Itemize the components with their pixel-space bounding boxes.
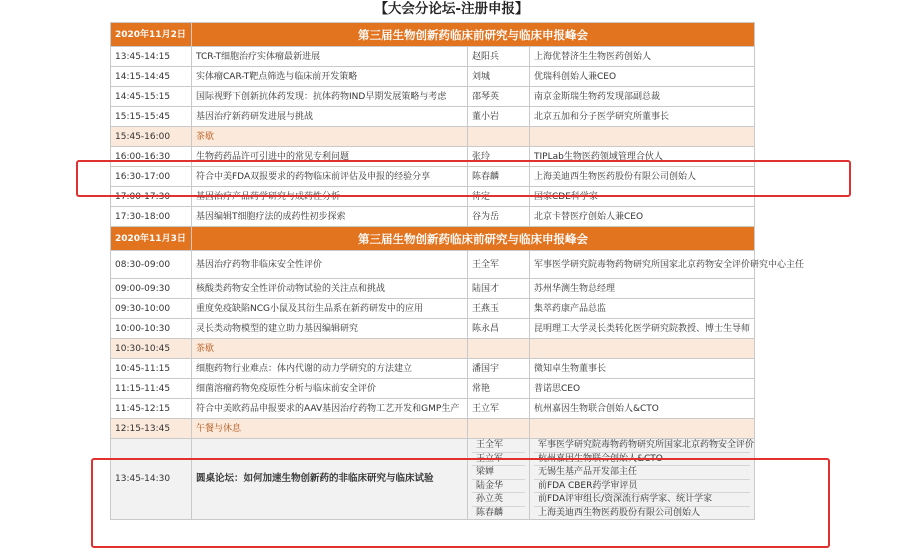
session-org: 南京金斯瑞生物药发现部副总裁 (530, 87, 755, 107)
session-org: 微知卓生物董事长 (530, 359, 755, 379)
session-time: 08:30-09:00 (111, 251, 192, 279)
session-time: 09:30-10:00 (111, 299, 192, 319)
session-org: TIPLab生物医药领域管理合伙人 (530, 147, 755, 167)
session-row (111, 399, 755, 419)
day-title: 第三届生物创新药临床前研究与临床申报峰会 (192, 227, 755, 251)
session-time: 10:45-11:15 (111, 359, 192, 379)
session-topic: 基因治疗新药研发进展与挑战 (192, 107, 468, 127)
session-org (530, 339, 755, 359)
session-speaker: 董小岩 (468, 107, 530, 127)
session-time: 16:00-16:30 (111, 147, 192, 167)
highlight-box-medicilon-talk (76, 160, 851, 197)
panel-topic: 圆桌论坛：如何加速生物创新药的非临床研究与临床试验 (192, 439, 468, 520)
session-speaker: 刘城 (468, 67, 530, 87)
session-topic: 实体瘤CAR-T靶点筛选与临床前开发策略 (192, 67, 468, 87)
break-row (111, 127, 755, 147)
day-date: 2020年11月2日 (111, 23, 192, 47)
session-speaker: 潘国宇 (468, 359, 530, 379)
panel-org: 前FDA评审组长/资深流行病学家、统计学家 (534, 493, 750, 507)
session-time: 17:30-18:00 (111, 207, 192, 227)
session-speaker: 王立军 (468, 399, 530, 419)
session-row (111, 107, 755, 127)
panel-speaker: 陈春麟 (476, 507, 504, 518)
break-row (111, 419, 755, 439)
session-speaker: 邵琴英 (468, 87, 530, 107)
session-row (111, 299, 755, 319)
panel-org: 杭州嘉因生物联合创始人&CTO (534, 453, 750, 467)
session-time: 11:15-11:45 (111, 379, 192, 399)
panel-speaker: 陆金华 (472, 480, 525, 494)
panel-speaker: 孙立英 (472, 493, 525, 507)
session-time: 14:15-14:45 (111, 67, 192, 87)
session-topic: 灵长类动物模型的建立助力基因编辑研究 (192, 319, 468, 339)
panel-speaker: 王立军 (472, 453, 525, 467)
session-time: 10:00-10:30 (111, 319, 192, 339)
panel-org: 上海美迪西生物医药股份有限公司创始人 (538, 507, 701, 518)
session-topic: 符合中美欧药品申报要求的AAV基因治疗药物工艺开发和GMP生产 (192, 399, 468, 419)
session-speaker: 王全军 (468, 251, 530, 279)
session-org: 上海美迪西生物医药股份有限公司创始人 (530, 167, 755, 187)
session-org: 优瑞科创始人兼CEO (530, 67, 755, 87)
schedule-table (110, 22, 805, 520)
session-row (111, 319, 755, 339)
panel-org: 前FDA CBER药学审评员 (534, 480, 750, 494)
session-row (111, 87, 755, 107)
session-org: 普诺思CEO (530, 379, 755, 399)
session-topic: 生物药药品许可引进中的常见专利问题 (192, 147, 468, 167)
session-topic: 细胞药物行业难点：体内代谢的动力学研究的方法建立 (192, 359, 468, 379)
break-label: 茶歇 (192, 127, 468, 147)
panel-speaker: 王全军 (472, 439, 525, 453)
session-speaker: 常艳 (468, 379, 530, 399)
panel-org: 无锡生基产品开发部主任 (534, 466, 750, 480)
session-org: 北京五加和分子医学研究所董事长 (530, 107, 755, 127)
session-topic: 基因治疗药物非临床安全性评价 (192, 251, 468, 279)
session-time: 12:15-13:45 (111, 419, 192, 439)
session-row (111, 67, 755, 87)
session-topic: 重度免疫缺陷NCG小鼠及其衍生品系在新药研发中的应用 (192, 299, 468, 319)
session-time: 16:30-17:00 (111, 167, 192, 187)
session-speaker: 陈永昌 (468, 319, 530, 339)
break-label: 茶歇 (192, 339, 468, 359)
session-time: 17:00-17:30 (111, 187, 192, 207)
session-row (111, 379, 755, 399)
session-time: 15:45-16:00 (111, 127, 192, 147)
panel-speaker: 梁婵 (472, 466, 525, 480)
session-speaker: 陆国才 (468, 279, 530, 299)
session-org: 集萃药康产品总监 (530, 299, 755, 319)
session-speaker: 谷为岳 (468, 207, 530, 227)
session-time: 14:45-15:15 (111, 87, 192, 107)
panel-org: 军事医学研究院毒物药物研究所国家北京药物安全评价 (534, 439, 750, 453)
session-topic: TCR-T细胞治疗实体瘤最新进展 (192, 47, 468, 67)
session-row (111, 359, 755, 379)
session-row (111, 279, 755, 299)
session-row (111, 207, 755, 227)
day-title: 第三届生物创新药临床前研究与临床申报峰会 (192, 23, 755, 47)
session-org: 昆明理工大学灵长类转化医学研究院教授、博士生导师 (530, 319, 755, 339)
session-org: 国家CDE科学家 (530, 187, 755, 207)
session-topic: 基因编辑T细胞疗法的成药性初步探索 (192, 207, 468, 227)
session-row (111, 47, 755, 67)
day-header-row (111, 227, 755, 251)
day-date: 2020年11月3日 (111, 227, 192, 251)
session-topic: 核酸类药物安全性评价动物试验的关注点和挑战 (192, 279, 468, 299)
session-row (111, 251, 755, 279)
session-time: 09:00-09:30 (111, 279, 192, 299)
session-speaker: 待定 (468, 187, 530, 207)
session-speaker (468, 419, 530, 439)
page-title: 【大会分论坛-注册申报】 (374, 1, 529, 17)
break-row (111, 339, 755, 359)
session-topic: 国际视野下创新抗体药发现：抗体药物IND早期发展策略与考虑 (192, 87, 468, 107)
session-topic: 细菌溶瘤药物免疫原性分析与临床前安全评价 (192, 379, 468, 399)
session-org: 苏州华测生物总经理 (530, 279, 755, 299)
session-time: 11:45-12:15 (111, 399, 192, 419)
session-speaker: 陈春麟 (468, 167, 530, 187)
session-speaker: 赵阳兵 (468, 47, 530, 67)
session-speaker: 王燕玉 (468, 299, 530, 319)
highlight-box-roundtable (91, 458, 830, 548)
session-topic: 符合中美FDA双报要求的药物临床前评估及申报的经验分享 (192, 167, 468, 187)
session-org: 北京卡替医疗创始人兼CEO (530, 207, 755, 227)
session-org: 军事医学研究院毒物药物研究所国家北京药物安全评价研究中心主任 (530, 251, 755, 279)
panel-time: 13:45-14:30 (111, 439, 192, 520)
break-label: 午餐与休息 (192, 419, 468, 439)
session-time: 10:30-10:45 (111, 339, 192, 359)
session-time: 15:15-15:45 (111, 107, 192, 127)
session-org (530, 127, 755, 147)
day-header-row (111, 23, 755, 47)
session-speaker: 张玲 (468, 147, 530, 167)
session-speaker (468, 339, 530, 359)
session-time: 13:45-14:15 (111, 47, 192, 67)
session-org (530, 419, 755, 439)
session-org: 杭州嘉因生物联合创始人&CTO (530, 399, 755, 419)
session-org: 上海优替济生生物医药创始人 (530, 47, 755, 67)
session-speaker (468, 127, 530, 147)
session-topic: 基因治疗产品药学研究与成药性分析 (192, 187, 468, 207)
